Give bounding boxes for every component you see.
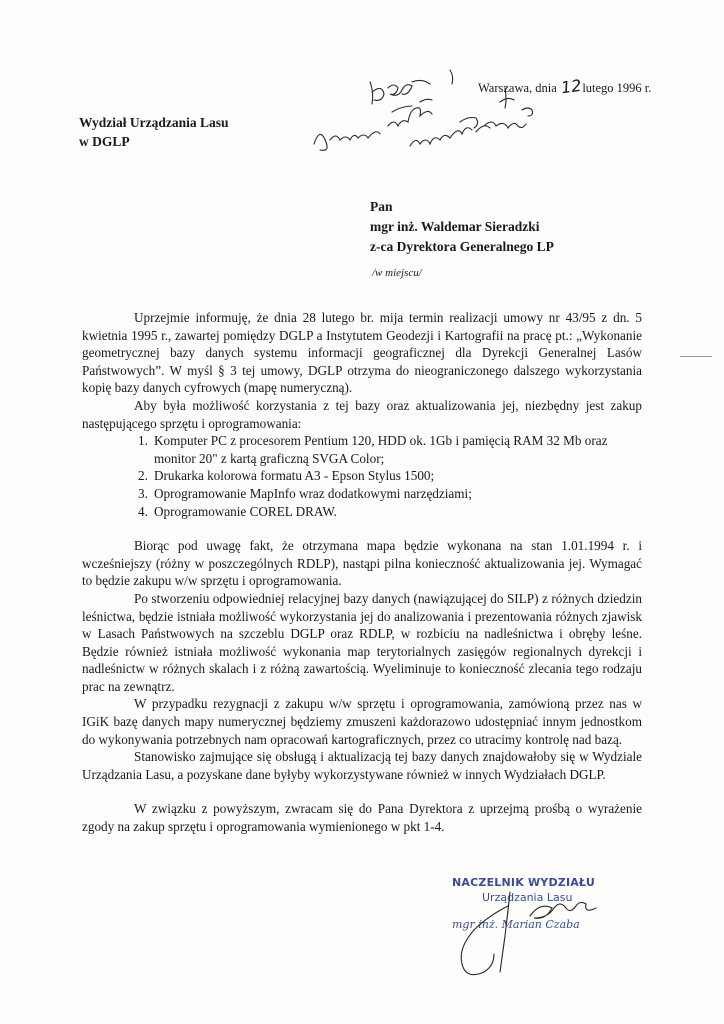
paragraph-1: Uprzejmie informuję, że dnia 28 lutego br. mija termin realizacji umowy nr 43/95 z dn. 5 kwietnia 1995 r., zawartej pomiędzy DGLP a Instytutem Geodezji i Kartografii na pracę pt.: „Wykonanie geometrycznej bazy danych systemu informacji geograficznej dla Dyrekcji Generalnej Lasów Państwowych”. W myśl § 3 tej umowy, DGLP otrzyma do nieograniczonego dalszego wykorzystania kopię bazy danych cyfrowych (mapę numeryczną). (82, 310, 642, 396)
stamp-title: NACZELNIK WYDZIAŁU (452, 876, 595, 889)
paragraph-3: Biorąc pod uwagę fakt, że otrzymana mapa będzie wykonana na stan 1.01.1994 r. i wcześniejszy (różny w poszczególnych RDLP), nastąpi pilna konieczność aktualizowania jej. Wymagać to będzie zakupu w/w sprzętu i oprogramowania. (82, 538, 642, 589)
list-item-text: Drukarka kolorowa formatu A3 - Epson Stylus 1500; (154, 468, 435, 484)
sender-line-1: Wydział Urządzania Lasu (79, 115, 229, 130)
recipient-line-1: Pan (370, 199, 393, 214)
list-item (82, 432, 642, 467)
recipient-line-3: z-ca Dyrektora Generalnego LP (370, 239, 554, 254)
paragraph-7: W związku z powyższym, zwracam się do Pana Dyrektora z uprzejmą prośbą o wyrażenie zgody na zakup sprzętu i oprogramowania wymienionego w pkt 1-4. (82, 801, 642, 835)
paragraph-6: Stanowisko zajmujące się obsługą i aktualizacją tej bazy danych znajdowałoby się w Wydziale Urządzania Lasu, a pozyskane dane byłyby wykorzystywane również w innych Wydziałach DGLP. (82, 749, 642, 782)
list-item (82, 503, 642, 521)
list-item-text: Oprogramowanie COREL DRAW. (154, 503, 337, 519)
recipient-block (370, 197, 554, 257)
list-item-number: 3. (138, 485, 148, 501)
equipment-list (82, 432, 642, 520)
place-date-suffix: lutego 1996 r. (582, 81, 652, 95)
sender-line-2: w DGLP (79, 134, 130, 149)
sender-block (79, 113, 229, 151)
paragraph-4: Po stworzeniu odpowiedniej relacyjnej bazy danych (nawiązującej do SILP) z różnych dziedzin leśnictwa, będzie istniała możliwość wykorzystania jej do analizowania i prezentowania różnych zjawisk w Lasach Państwowych na szczeblu DGLP oraz RDLP, w rozbiciu na nadleśnictwa i obręby leśne. Będzie również istniała możliwość wykonania map terytorialnych zasięgów regionalnych dyrekcji i nadleśnictw w różnych skalach i z różną zawartością. Wyeliminuje to konieczność zlecania tego rodzaju prac na zewnątrz. (82, 590, 642, 694)
paragraph-2: Aby była możliwość korzystania z tej bazy oraz aktualizowania jej, niezbędny jest zakup następującego sprzętu i oprogramowania: (82, 397, 642, 431)
list-item (82, 485, 642, 503)
list-item (82, 467, 642, 485)
list-item-number: 4. (138, 503, 148, 519)
paragraph-5: W przypadku rezygnacji z zakupu w/w sprzętu i oprogramowania, zamówioną przez nas w IGiK bazę danych mapy numerycznej będziemy zmuszeni każdorazowo udostępniać innym jednostkom do wykonywania potrzebnych nam opracowań kartograficznych, przez co utracimy kontrolę nad bazą. (82, 696, 642, 747)
stamp-department: Urządzania Lasu (482, 891, 573, 904)
recipient-line-2: mgr inż. Waldemar Sieradzki (370, 219, 540, 234)
location-note: /w miejscu/ (372, 267, 422, 279)
stamp-name: mgr inż. Marian Czaba (452, 918, 580, 931)
place-date-prefix: Warszawa, dnia (478, 81, 557, 95)
list-item-text: Oprogramowanie MapInfo wraz dodatkowymi narzędziami; (154, 485, 472, 501)
letter-body (82, 309, 642, 836)
place-date (478, 77, 651, 96)
list-item-number: 2. (138, 468, 148, 484)
margin-mark (680, 356, 712, 357)
list-item-number: 1. (138, 433, 148, 449)
list-item-text: Komputer PC z procesorem Pentium 120, HDD ok. 1Gb i pamięcią RAM 32 Mb oraz monitor 20" z kartą graficzną SVGA Color; (154, 433, 608, 466)
signature (450, 888, 620, 988)
handwritten-day: 12 (559, 75, 583, 98)
